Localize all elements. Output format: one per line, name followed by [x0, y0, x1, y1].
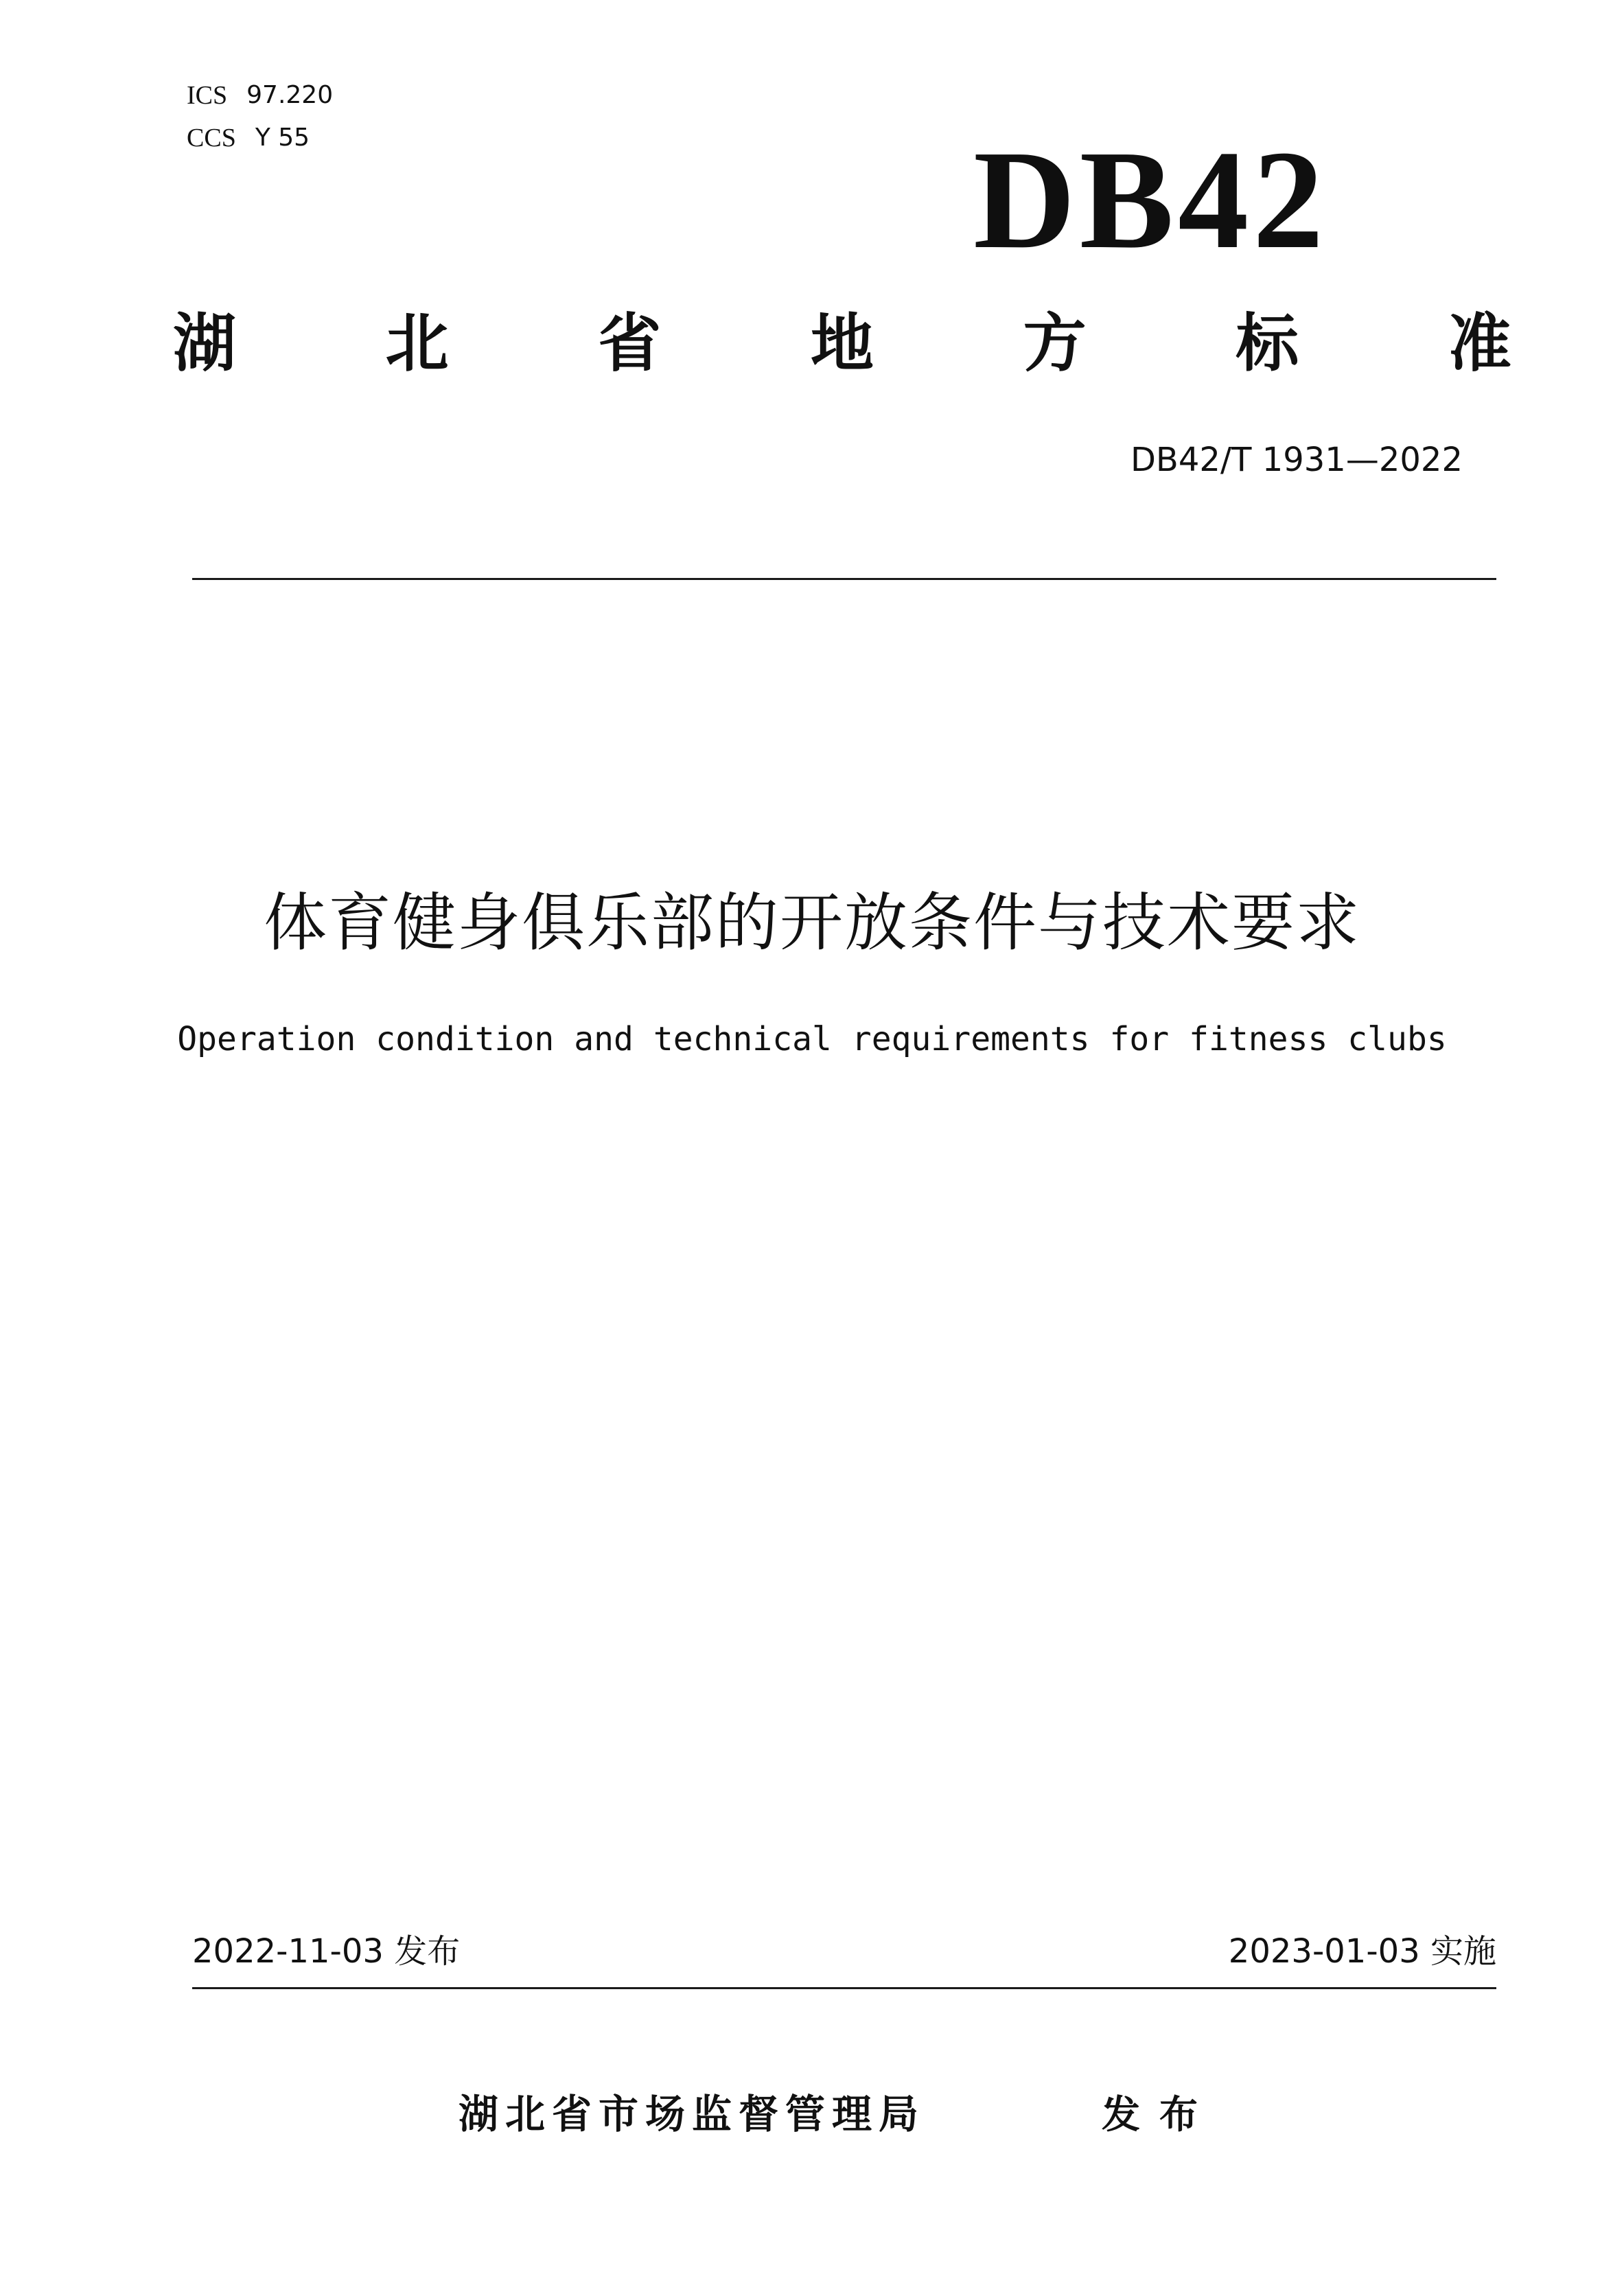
standard-type-char: 省 — [598, 307, 662, 380]
standard-type-char: 北 — [385, 307, 449, 380]
document-title-chinese: 体育健身俱乐部的开放条件与技术要求 — [263, 886, 1360, 960]
standard-type-char: 地 — [810, 307, 874, 380]
ccs-code — [187, 117, 333, 159]
issue-date: 2022-11-03 发布 — [192, 1932, 461, 1971]
top-divider — [192, 578, 1496, 580]
standard-number: DB42/T 1931—2022 — [1130, 441, 1463, 479]
bottom-divider — [192, 1987, 1496, 1989]
ics-label: ICS — [187, 81, 228, 110]
ccs-value: Y 55 — [255, 124, 310, 152]
classification-codes — [187, 74, 333, 159]
publish-label: 发布 — [1102, 2093, 1217, 2137]
implementation-date: 2023-01-03 实施 — [1228, 1932, 1496, 1971]
ics-value: 97.220 — [246, 81, 334, 109]
standard-type-char: 方 — [1023, 307, 1087, 380]
standard-type-heading — [173, 306, 1511, 382]
standard-type-char: 标 — [1236, 307, 1299, 380]
document-title-english: Operation condition and technical requirements for fitness clubs — [177, 1020, 1447, 1058]
standard-type-char: 准 — [1448, 307, 1511, 380]
publisher-name: 湖北省市场监督管理局 — [459, 2091, 926, 2137]
standard-type-char: 湖 — [173, 307, 237, 380]
ics-code — [187, 74, 333, 117]
ccs-label: CCS — [187, 124, 236, 152]
db-mark: DB42 — [973, 121, 1328, 278]
